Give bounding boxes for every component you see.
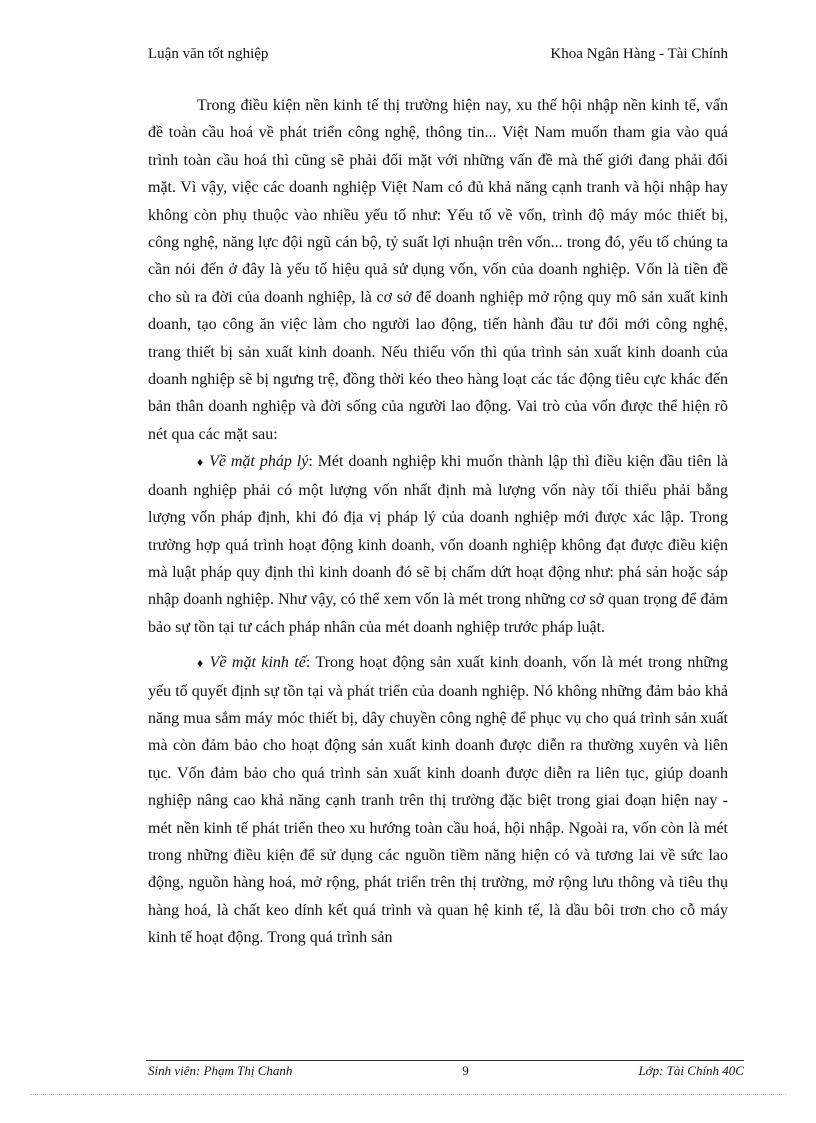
- page-bottom-divider: [30, 1094, 786, 1095]
- header-thesis-label: Luận văn tốt nghiệp: [148, 46, 269, 62]
- legal-aspect-paragraph: [148, 448, 728, 641]
- header-faculty-label: Khoa Ngân Hàng - Tài Chính: [550, 46, 728, 62]
- intro-paragraph: Trong điều kiện nền kinh tế thị trường hiện nay, xu thế hội nhập nền kinh tế, vấn đề toàn cầu hoá về phát triển công nghệ, thông tin... Việt Nam muốn tham gia vào quá trình toàn cầu hoá thì cũng sẽ phải đối mặt với những vấn đề mà thế giới đang phải đối mặt. Vì vậy, việc các doanh nghiệp Việt Nam có đủ khả năng cạnh tranh và hội nhập hay không còn phụ thuộc vào nhiều yếu tố như: Yếu tố về vốn, trình độ máy móc thiết bị, công nghệ, năng lực đội ngũ cán bộ, tỷ suất lợi nhuận trên vốn... trong đó, yếu tố chúng ta cần nói đến ở đây là yếu tố hiệu quả sử dụng vốn, vốn của doanh nghiệp. Vốn là tiền đề cho sù ra đời của doanh nghiệp, là cơ sở để doanh nghiệp mở rộng quy mô sản xuất kinh doanh, tạo công ăn việc làm cho người lao động, tiến hành đầu tư đổi mới công nghệ, trang thiết bị sản xuất kinh doanh. Nếu thiếu vốn thì qúa trình sản xuất kinh doanh của doanh nghiệp sẽ bị ngưng trệ, đồng thời kéo theo hàng loạt các tác động tiêu cực khác đến bản thân doanh nghiệp và đời sống của người lao động. Vai trò của vốn được thể hiện rõ nét qua các mặt sau:: [148, 97, 728, 443]
- document-body: [148, 92, 728, 952]
- legal-aspect-text: : Mét doanh nghiệp khi muốn thành lập thì điều kiện đầu tiên là doanh nghiệp phải có một lượng vốn nhất định mà lượng vốn này tối thiểu phải bằng lượng vốn pháp định, khi đó địa vị pháp lý của doanh nghiệp mới được xác lập. Trong trường hợp quá trình hoạt động kinh doanh, vốn doanh nghiệp không đạt được điều kiện mà luật pháp quy định thì kinh doanh đó sẽ bị chấm dứt hoạt động như: phá sản hoặc sáp nhập doanh nghiệp. Như vậy, có thể xem vốn là mét trong những cơ sở quan trọng để đảm bảo sự tồn tại tư cách pháp nhân của mét doanh nghiệp trước pháp luật.: [148, 453, 729, 636]
- economic-aspect-paragraph: [148, 649, 728, 951]
- page-header: [148, 46, 728, 63]
- page-footer: [148, 1063, 744, 1079]
- footer-divider: [146, 1060, 744, 1061]
- economic-aspect-text: : Trong hoạt động sản xuất kinh doanh, vốn là mét trong những yếu tố quyết định sự tồn tại và phát triển của doanh nghiệp. Nó không những đảm bảo khả năng mua sắm máy móc thiết bị, dây chuyền công nghệ để phục vụ cho quá trình sản xuất mà còn đảm bảo cho hoạt động sản xuất kinh doanh được diễn ra thường xuyên và liên tục. Vốn đảm bảo cho quá trình sản xuất kinh doanh được diễn ra liên tục, giúp doanh nghiệp nâng cao khả năng cạnh tranh trên thị trường đặc biệt trong giai đoạn hiện nay - mét nền kinh tế phát triển theo xu hướng toàn cầu hoá, hội nhập. Ngoài ra, vốn còn là mét trong những điều kiện để sử dụng các nguồn tiềm năng hiện có và tương lai về sức lao động, nguồn hàng hoá, mở rộng, phát triển trên thị trường, mở rộng lưu thông và tiêu thụ hàng hoá, là chất keo dính kết quá trình và quan hệ kinh tế, là dầu bôi trơn cho cỗ máy kinh tế hoạt động. Trong quá trình sản: [148, 654, 728, 947]
- page-number: 9: [462, 1063, 469, 1078]
- footer-student-name: Sinh viên: Phạm Thị Chanh: [148, 1063, 293, 1078]
- diamond-bullet-icon: ♦: [197, 455, 205, 470]
- economic-aspect-term: Về mặt kinh tế: [209, 654, 306, 672]
- legal-aspect-term: Về mặt pháp lý: [209, 453, 309, 471]
- footer-class-label: Lớp: Tài Chính 40C: [638, 1063, 744, 1078]
- diamond-bullet-icon: ♦: [197, 656, 205, 671]
